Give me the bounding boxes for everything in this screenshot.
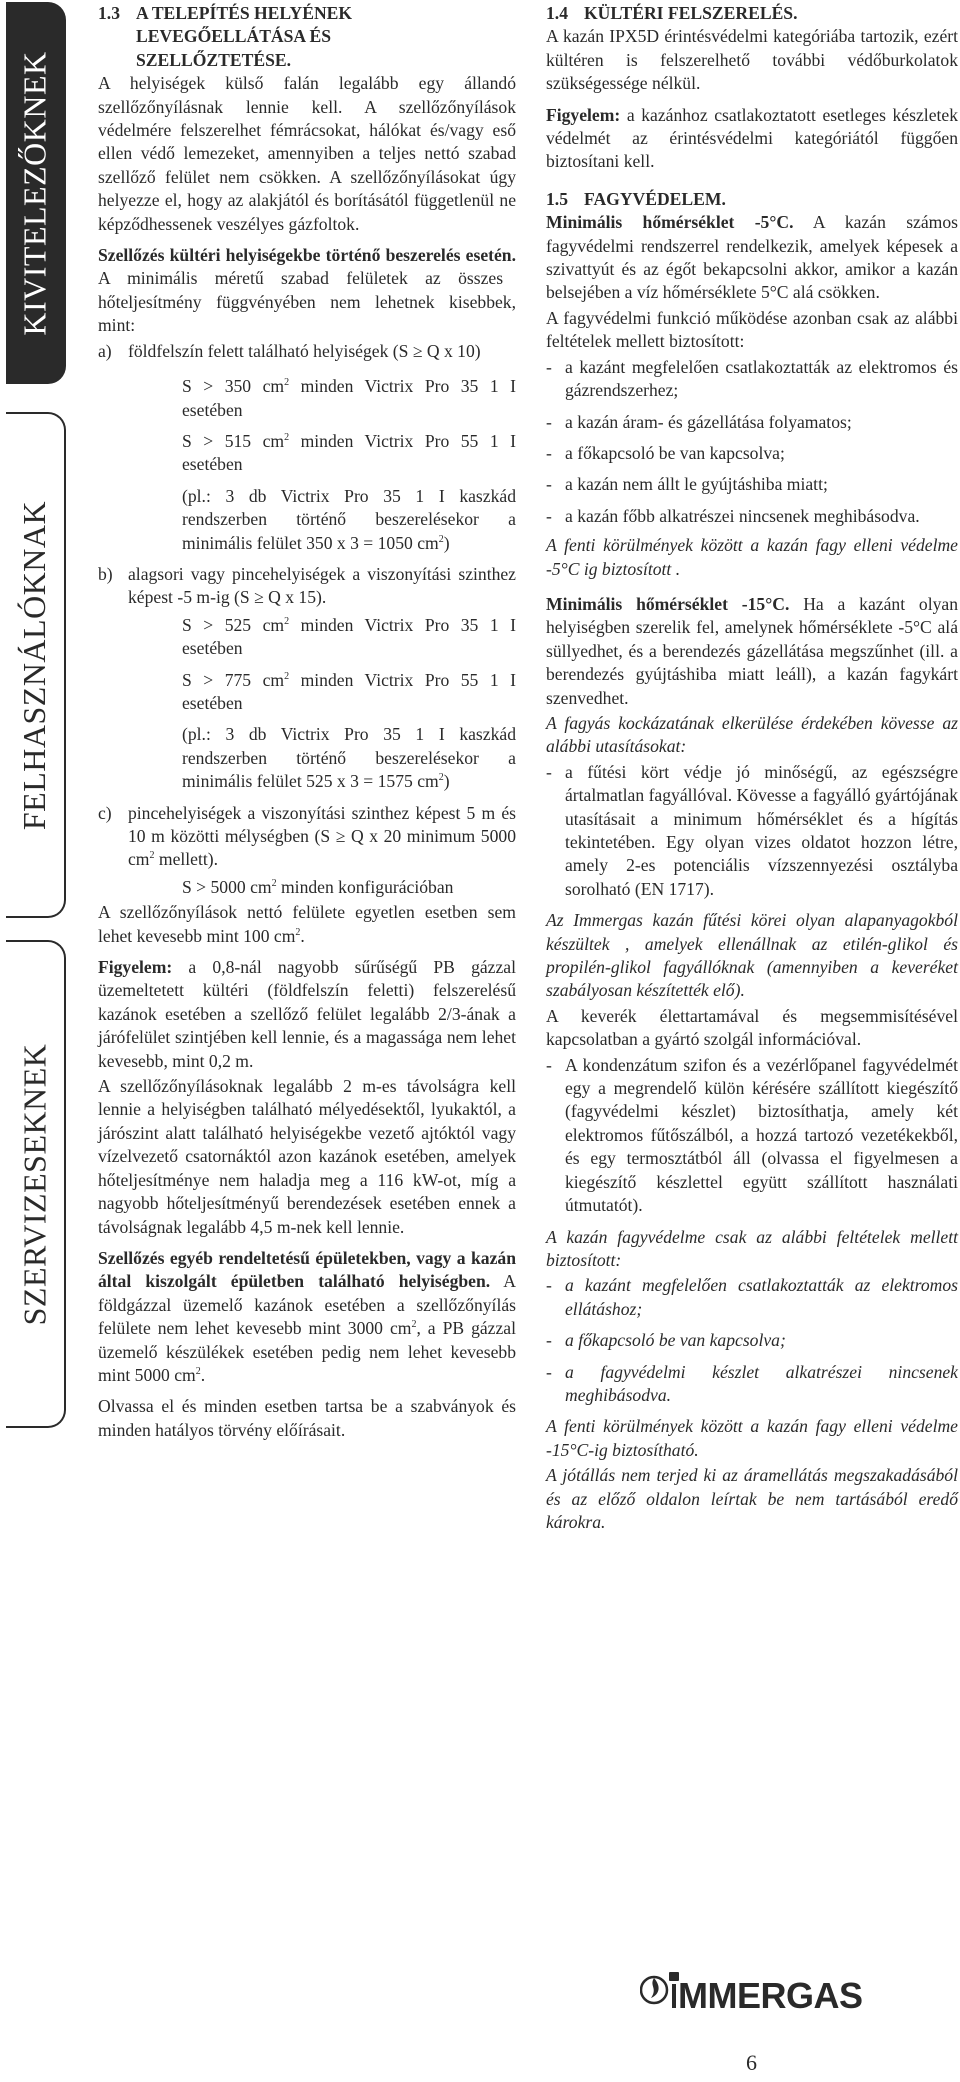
list-item-c: c) pincehelyiségek a viszonyítási szinthez képest 5 m és 10 m közötti mélységben (S ≥ Q x 20 minimum 5000 $cm^2$ mellett).	[98, 802, 516, 870]
subheading: Minimális hőmérséklet -5°C.	[546, 212, 794, 233]
section-heading-1-5: 1.5 FAGYVÉDELEM.	[546, 188, 726, 209]
list-item: - a kazán áram- és gázellátása folyamatos;	[546, 411, 852, 432]
paragraph: A szellőzőnyílásoknak legalább 2 m-es távolságra kell lennie a helyiségben található mélyedésektől, lyukaktól, a járószint alatt található helyiségekbe vezető ajtóktól vagy vízelvezető csatornáktól azon kazánok esetében, amelyek hőteljesítménye nem haladja meg a 116 kW-ot, míg a nagyobb hőteljesítményű berendezések esetében ennek a távolságnak legalább 4,5 m-nek kell lennie.	[98, 1076, 516, 1237]
right-column	[546, 2, 958, 1542]
paragraph: A helyiségek külső falán legalább egy állandó szellőzőnyílásnak lennie kell. A szellőzőnyílások védelmére felszerelhet fémrácsokat, hálókat és/vagy eső ellen védő lemezeket, amennyiben a teljes nettó szabad szellőző felület nem csökken. A szellőzőnyílásokat úgy helyezze el, hogy az alakjától és borításától függetlenül ne képződhessenek veszélyes gázfoltok.	[98, 73, 516, 234]
list-item: - a fagyvédelmi készlet alkatrészei nincsenek meghibásodva.	[546, 1361, 958, 1405]
paragraph: Minimális hőmérséklet -5°C. A kazán számos fagyvédelmi rendszerrel rendelkezik, amelyek képesek a szivattyút és az égőt bekapcsolni akkor, amikor a kazán belsejében a víz hőmérséklete 5°C alá csökken.	[546, 212, 958, 303]
section-title-line: A TELEPÍTÉS HELYÉNEK	[136, 3, 353, 23]
side-tab-installer	[6, 2, 66, 384]
warning-paragraph: Figyelem: a kazánhoz csatlakoztatott esetleges készletek védelmét az érintésvédelmi kategóriától függően biztosítani kell.	[546, 104, 958, 172]
side-tab-installer-label: KIVITELEZŐKNEK	[16, 50, 53, 336]
italic-note: A kazán fagyvédelme csak az alábbi feltételek mellett biztosított:	[546, 1226, 958, 1270]
list-item: - a főkapcsoló be van kapcsolva;	[546, 442, 785, 463]
logo-wordmark: MMERGAS	[678, 1975, 863, 2016]
requirement-line: S > 525 $cm^2$ minden Victrix Pro 35 1 I esetében	[182, 614, 516, 659]
warning-paragraph: Figyelem: a 0,8-nál nagyobb sűrűségű PB gázzal üzemeltetett kültéri (földfelszín feletti) felszerelésű kazánok esetében a szellőző felület legalább 2/3-ának a járófelület szintjében kell lennie, és a magassága nem lehet kevesebb, mint 0,2 m.	[98, 957, 516, 1071]
list-item: - a kazán főbb alkatrészei nincsenek meghibásodva.	[546, 505, 920, 526]
italic-note: A fagyás kockázatának elkerülése érdekében kövesse az alábbi utasításokat:	[546, 712, 958, 757]
list-item: - a kazán nem állt le gyújtáshiba miatt;	[546, 474, 828, 495]
page-number: 6	[746, 2050, 757, 2075]
list-item: - a főkapcsoló be van kapcsolva;	[546, 1330, 786, 1351]
paragraph: Olvassa el és minden esetben tartsa be a szabványok és minden hatályos törvény előírásait.	[98, 1396, 516, 1440]
side-tab-service-label: SZERVIZESEKNEK	[16, 1043, 53, 1325]
list-item: - a fűtési kört védje jó minőségű, az egészségre ártalmatlan fagyállóval. Kövesse a fagyálló gyártójának utasításait a minimum hőmérséklet és a hígítás tekintetében. Egy olyan vizes oldatot hozzon létre, amely 2-es potenciális vízszennyezési osztályba sorolható (EN 1717).	[546, 761, 958, 899]
section-number: 1.3	[98, 3, 120, 23]
list-item: - a kazánt megfelelően csatlakoztatták az elektromos és gázrendszerhez;	[546, 356, 958, 401]
list-item-a: a) földfelszín felett található helyiségek (S ≥ Q x 10)	[98, 340, 481, 361]
paragraph: A kazán IPX5D érintésvédelmi kategóriába tartozik, ezért kültéren is felszerelhető további védőburkolatok szükségessége nélkül.	[546, 26, 958, 94]
warning-label: Figyelem:	[546, 104, 621, 125]
italic-note: A jótállás nem terjed ki az áramellátás megszakadásából és az előző oldalon leírtak be nem tartásából eredő károkra.	[546, 1465, 958, 1532]
requirement-line: S > 5000 $cm^2$ minden konfigurációban	[182, 876, 454, 897]
left-column	[98, 2, 516, 1450]
paragraph-outdoor: Szellőzés kültéri helyiségekbe történő beszerelés esetén. A minimális méretű szabad felületek az összes hőteljesítmény függvényében nem lehetnek kisebbek, mint:	[98, 245, 516, 336]
example-line: (pl.: 3 db Victrix Pro 35 1 I kaszkád rendszerben történő beszerelésekor a minimális felület 350 x 3 = 1050 $cm^2$)	[182, 485, 516, 553]
italic-note: Az Immergas kazán fűtési körei olyan alapanyagokból készültek , amelyek ellenállnak az etilén-glikol és propilén-glikol fagyállóknak (amennyiben a keveréket szabályosan készítették elő).	[546, 910, 958, 1001]
section-title-line: LEVEGŐELLÁTÁSA ÉS	[136, 26, 332, 47]
section-title-line: SZELLŐZTETÉSE.	[136, 49, 292, 70]
list-item: - A kondenzátum szifon és a vezérlőpanel fagyvédelmét egy a megrendelő külön kérésére szállított kiegészítő (fagyvédelmi készlet) biztosíthatja, amely két elektromos fűtőszálból, a hozzá tartozó vezetékekből, és egy termosztátból áll (olvassa el figyelmesen a kiegészítő készlettel együtt szállított használati útmutatót).	[546, 1054, 958, 1216]
subheading: Minimális hőmérséklet -15°C.	[546, 593, 790, 614]
paragraph-other-buildings: Szellőzés egyéb rendeltetésű épületekben, vagy a kazán által kiszolgált épületben található helyiségben. A földgázzal üzemelő kazánok esetében a szellőzőnyílás felülete nem lehet kevesebb mint 3000 $cm^2$, a PB gázzal üzemelő készülékek esetében pedig nem lehet kevesebb mint 5000 $cm^2$.	[98, 1247, 516, 1385]
side-tab-user	[6, 412, 66, 918]
immergas-logo	[640, 1962, 902, 2018]
flame-icon	[641, 1977, 667, 2003]
example-line: (pl.: 3 db Victrix Pro 35 1 I kaszkád rendszerben történő beszerelésekor a minimális felület 525 x 3 = 1575 $cm^2$)	[182, 724, 516, 792]
section-heading-1-4: 1.4 KÜLTÉRI FELSZERELÉS.	[546, 3, 798, 23]
paragraph: A keverék élettartamával és megsemmisítésével kapcsolatban a gyártó szolgál információval.	[546, 1005, 958, 1050]
paragraph: Minimális hőmérséklet -15°C. Ha a kazánt olyan helyiségben szerelik fel, amelynek hőmérséklete -5°C alá süllyedhet, és a berendezés gázellátása megszűnhet (ill. a berendezés gyújtáshiba miatt leáll), a kazán fagykárt szenvedhet.	[546, 593, 959, 708]
requirement-line: S > 515 $cm^2$ minden Victrix Pro 55 1 I esetében	[182, 430, 516, 475]
side-tab-user-label: FELHASZNÁLÓKNAK	[16, 500, 53, 830]
side-tab-service	[6, 940, 66, 1428]
italic-note: A fenti körülmények között a kazán fagy elleni védelme -5°C ig biztosított .	[546, 535, 958, 579]
section-heading-1-3	[98, 2, 516, 72]
list-item: - a kazánt megfelelően csatlakoztatták az elektromos ellátáshoz;	[546, 1275, 958, 1319]
requirement-line: S > 350 $cm^2$ minden Victrix Pro 35 1 I esetében	[182, 376, 516, 420]
warning-label: Figyelem:	[98, 957, 173, 978]
requirement-line: S > 775 $cm^2$ minden Victrix Pro 55 1 I esetében	[182, 669, 516, 713]
paragraph: A szellőzőnyílások nettó felülete egyetlen esetben sem lehet kevesebb mint 100 $cm^2$.	[98, 902, 516, 946]
paragraph: A fagyvédelmi funkció működése azonban csak az alábbi feltételek mellett biztosított:	[546, 307, 958, 352]
italic-note: A fenti körülmények között a kazán fagy elleni védelme -15°C-ig biztosítható.	[546, 1416, 958, 1460]
list-item-b: b) alagsori vagy pincehelyiségek a viszonyítási szinthez képest -5 m-ig (S ≥ Q x 15).	[98, 563, 516, 608]
subheading: Szellőzés kültéri helyiségekbe történő beszerelés esetén.	[98, 245, 516, 266]
subheading: Szellőzés egyéb rendeltetésű épületekben, vagy a kazán által kiszolgált épületben található helyiségben.	[98, 1247, 516, 1292]
